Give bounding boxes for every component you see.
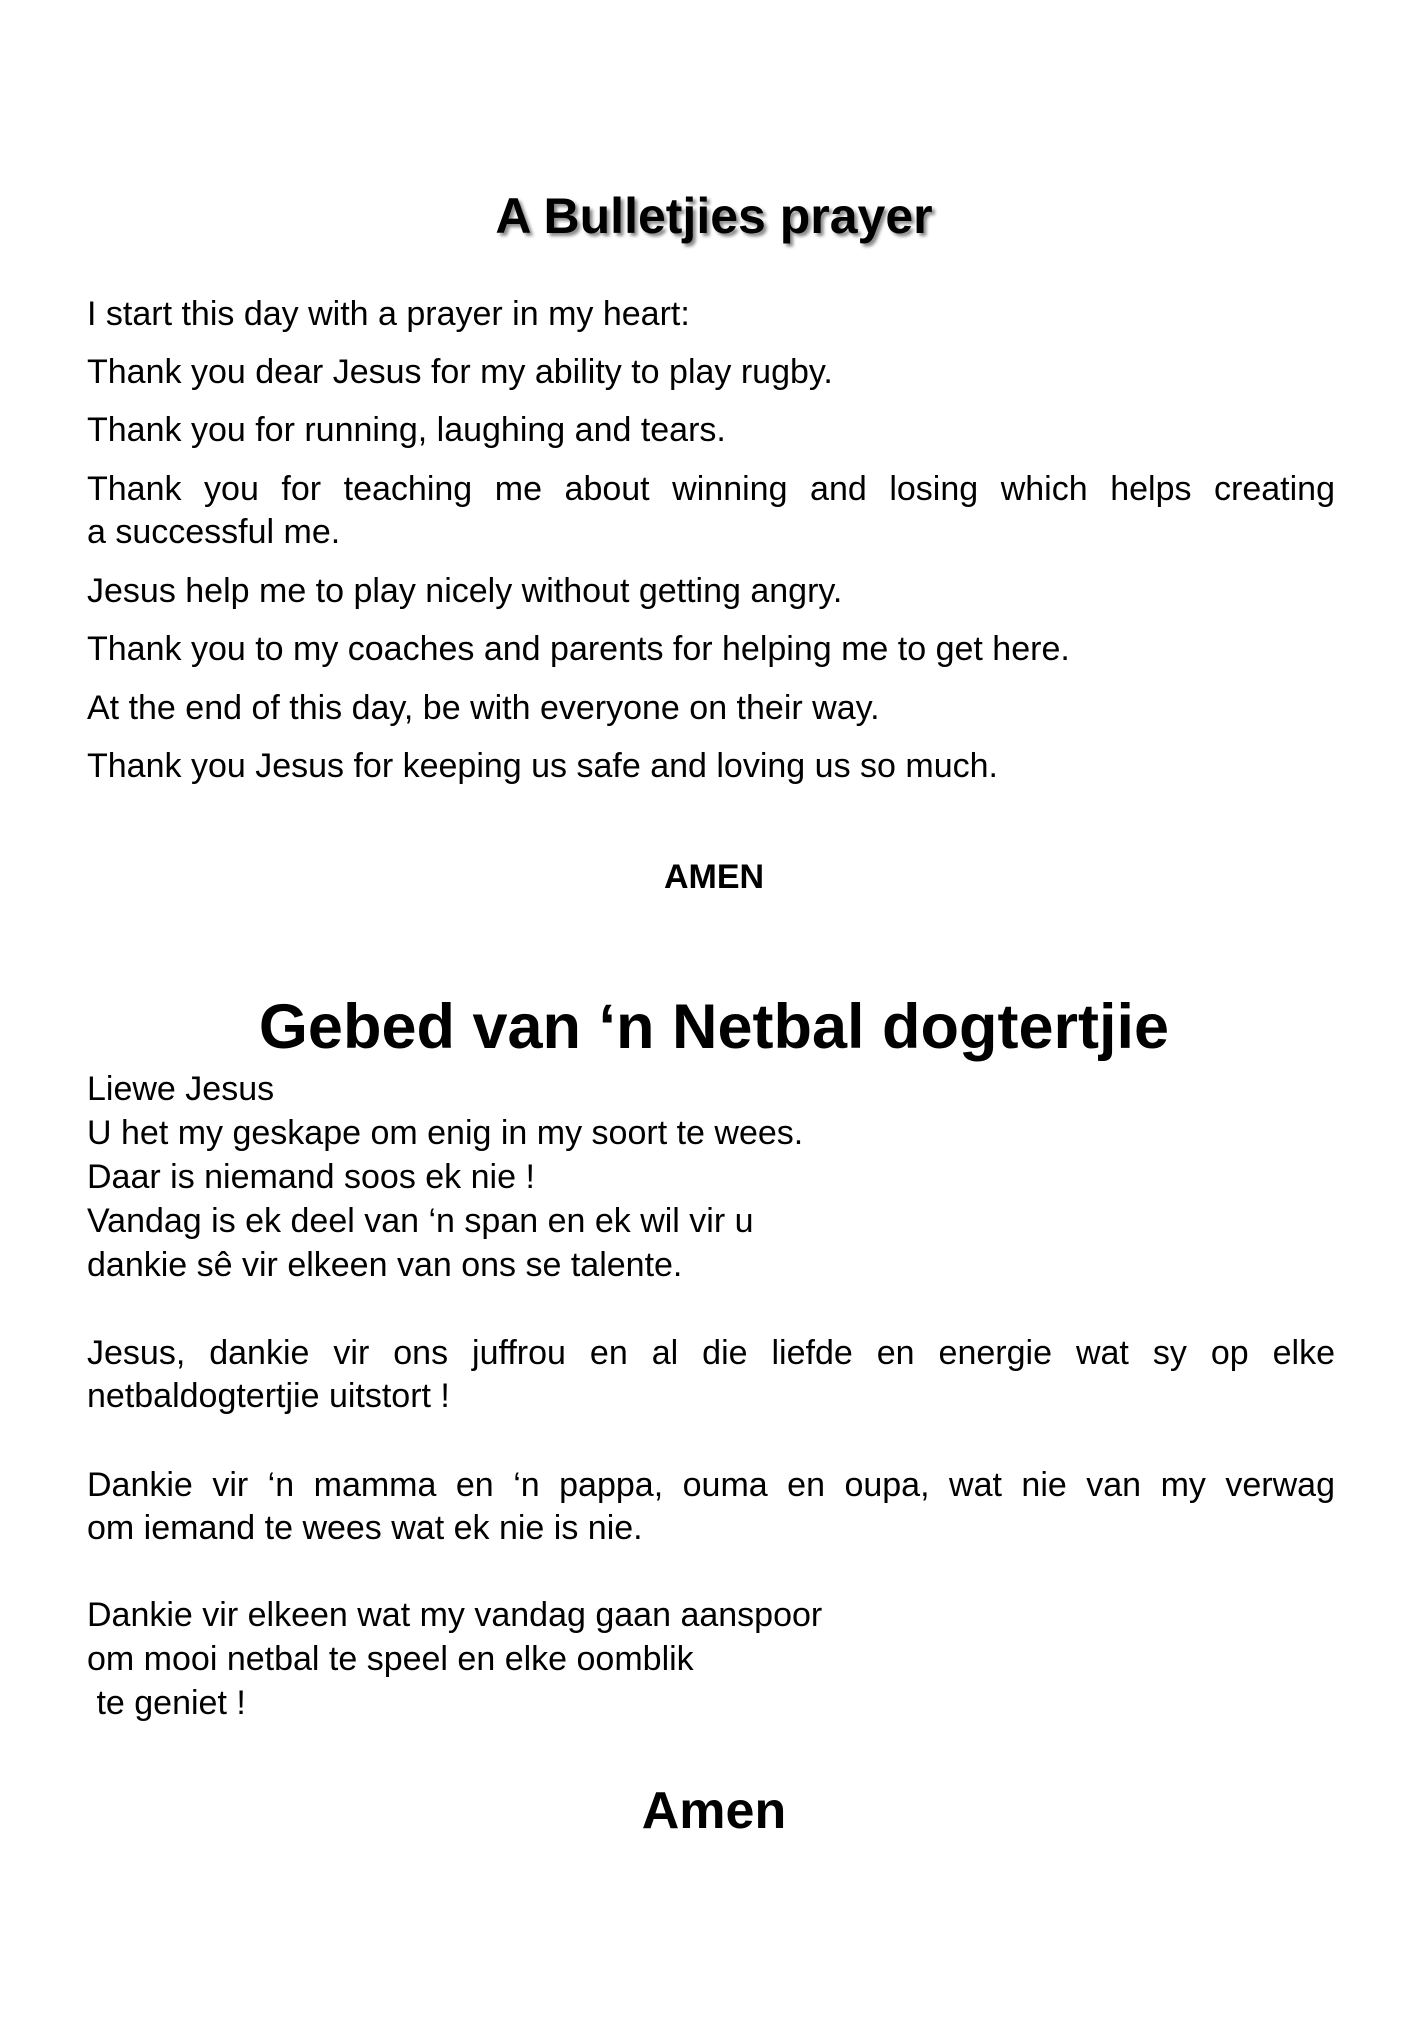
prayer-line: Jesus, dankie vir ons juffrou en al die liefde en energie wat sy op elke [87,1334,1335,1372]
prayer-line: Dankie vir ‘n mamma en ‘n pappa, ouma en oupa, wat nie van my verwag [87,1466,1335,1504]
afrikaans-prayer-closing: Amen [641,1782,787,1840]
prayer-line: Thank you Jesus for keeping us safe and loving us so much. [87,747,998,785]
prayer-line: U het my geskape om enig in my soort te wees. [87,1114,804,1152]
english-prayer-title: A Bulletjies prayer [495,188,933,244]
prayer-line: dankie sê vir elkeen van ons se talente. [87,1246,683,1284]
prayer-line: Liewe Jesus [87,1070,275,1108]
afrikaans-prayer-title: Gebed van ‘n Netbal dogtertjie [258,992,1170,1062]
english-prayer-closing: AMEN [663,858,765,896]
prayer-line: At the end of this day, be with everyone on their way. [87,689,880,727]
prayer-line: te geniet ! [87,1684,246,1722]
prayer-line: Thank you for teaching me about winning and losing which helps creating [87,470,1335,508]
prayer-line: Vandag is ek deel van ‘n span en ek wil vir u [87,1202,754,1240]
prayer-line: Thank you dear Jesus for my ability to play rugby. [87,353,833,391]
prayer-line: Jesus help me to play nicely without getting angry. [87,572,843,610]
prayer-line: a successful me. [87,513,341,551]
prayer-line: om mooi netbal te speel en elke oomblik [87,1640,694,1678]
prayer-line: Thank you to my coaches and parents for helping me to get here. [87,630,1070,668]
prayer-line: I start this day with a prayer in my heart: [87,295,690,333]
prayer-line: om iemand te wees wat ek nie is nie. [87,1509,643,1547]
prayer-line: netbaldogtertjie uitstort ! [87,1377,450,1415]
prayer-line: Dankie vir elkeen wat my vandag gaan aanspoor [87,1596,823,1634]
prayer-line: Thank you for running, laughing and tears. [87,411,726,449]
prayer-line: Daar is niemand soos ek nie ! [87,1158,535,1196]
